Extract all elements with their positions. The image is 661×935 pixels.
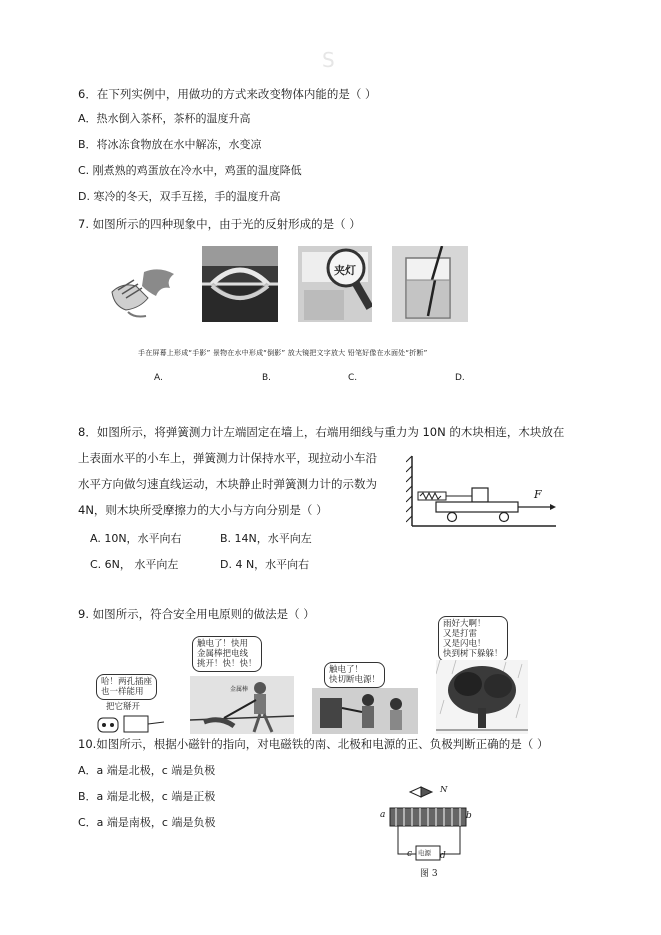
q10-option-c: C．a 端是南极，c 端是负极 <box>78 816 216 829</box>
pencil-in-water-image <box>392 246 468 322</box>
electromagnet-diagram <box>376 786 486 866</box>
q7-label-c: C. <box>348 373 358 383</box>
tree-in-storm-image <box>436 660 528 734</box>
q6-option-c: C. 刚煮熟的鸡蛋放在冷水中，鸡蛋的温度降低 <box>78 164 302 177</box>
q8-line-2: 上表面水平的小车上，弹簧测力计保持水平，现拉动小车沿 <box>78 451 377 465</box>
terminal-a-label: a <box>380 810 386 820</box>
q8-line-4: 4N，则木块所受摩擦力的大小与方向分别是（ ） <box>78 503 328 517</box>
terminal-c-label: c <box>407 849 413 859</box>
q9-bubble-c: 触电了！ 快切断电源！ <box>324 662 385 688</box>
q8-line-3: 水平方向做匀速直线运动，木块静止时弹簧测力计的示数为 <box>78 477 377 491</box>
q8-line-1: 8．如图所示，将弹簧测力计左端固定在墙上，右端用细线与重力为 10N 的木块相连，木块放在 <box>78 425 565 439</box>
q8-option-a: A. 10N，水平向右 <box>90 532 182 545</box>
figure-label: 图 3 <box>420 869 438 879</box>
q8-option-b: B. 14N，水平向左 <box>220 532 312 545</box>
q7-label-b: B. <box>262 373 272 383</box>
bridge-reflection-image <box>202 246 278 322</box>
q7-label-a: A. <box>154 373 163 383</box>
power-source-label: 电源 <box>418 849 431 857</box>
page-mark: S <box>322 48 335 72</box>
magnifier-sign-text: 夹灯 <box>334 264 356 277</box>
q10-option-a: A．a 端是北极，c 端是负极 <box>78 764 216 777</box>
q9-bubble-b: 触电了！快用 金属棒把电线 挑开！快！快！ <box>192 636 262 672</box>
q8-option-d: D. 4 N，水平向右 <box>220 558 310 571</box>
metal-rod-tag: 金属棒 <box>230 686 249 693</box>
q7-label-d: D. <box>455 373 465 383</box>
q7-caption: 手在屏幕上形成“手影” 景物在水中形成“倒影” 放大镜把文字放大 铅笔好像在水面处“折断” <box>138 349 428 357</box>
terminal-d-label: d <box>440 851 446 861</box>
q6-option-a: A．热水倒入茶杯，茶杯的温度升高 <box>78 112 251 125</box>
magnifier-image <box>298 246 372 322</box>
q9-bubble-a: 哈！两孔插座 也一样能用 <box>96 674 157 700</box>
q6-option-b: B．将冰冻食物放在水中解冻，水变凉 <box>78 138 262 151</box>
q10-option-b: B．a 端是北极，c 端是正极 <box>78 790 216 803</box>
q9-stem: 9. 如图所示，符合安全用电原则的做法是（ ） <box>78 607 315 621</box>
cut-power-image <box>312 688 418 734</box>
force-f-label: F <box>534 488 542 501</box>
terminal-b-label: b <box>466 811 472 821</box>
hand-shadow-image <box>104 262 186 320</box>
q9-bubble-d: 雨好大啊！ 又是打雷 又是闪电！ 快到树下躲躲！ <box>438 616 508 662</box>
compass-n-label: N <box>440 785 448 795</box>
q6-stem: 6．在下列实例中，用做功的方式来改变物体内能的是（ ） <box>78 87 377 101</box>
q7-stem: 7. 如图所示的四种现象中，由于光的反射形成的是（ ） <box>78 217 361 231</box>
q6-option-d: D. 寒冷的冬天，双手互搓，手的温度升高 <box>78 190 281 203</box>
q10-stem: 10.如图所示，根据小磁针的指向，对电磁铁的南、北极和电源的正、负极判断正确的是（ ） <box>78 737 549 751</box>
q8-option-c: C. 6N， 水平向左 <box>90 558 179 571</box>
q9-bubble-a-caption: 把它掰开 <box>106 702 141 712</box>
plug-outlet-image <box>94 712 166 736</box>
